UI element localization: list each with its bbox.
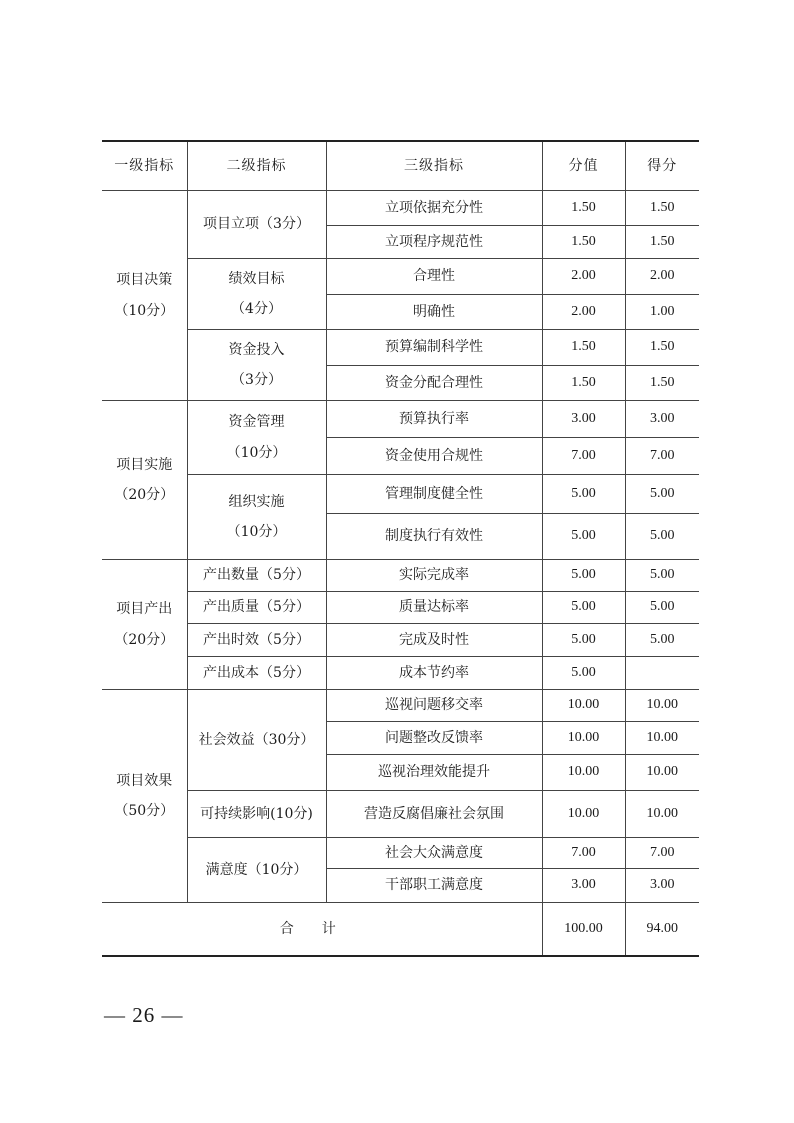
value-cell: 1.50 [542,191,625,226]
value-cell: 5.00 [542,475,625,514]
total-label: 合计 [102,903,542,957]
table-row [102,624,699,657]
level2-cell-title: 产出成本（5分） [203,664,310,681]
table-row [102,791,699,838]
level1-cell-points: （20分） [114,631,175,648]
table-row [102,191,699,226]
level1-cell [102,690,187,903]
level3-indicator: 完成及时性 [326,624,542,657]
table-header-row [102,141,699,191]
level3-indicator: 资金分配合理性 [326,366,542,401]
header-value: 分值 [542,141,625,191]
level2-cell [187,560,326,592]
level3-indicator: 资金使用合规性 [326,438,542,475]
score-cell: 7.00 [625,838,699,869]
level2-cell [187,401,326,475]
level1-cell [102,191,187,401]
level3-indicator: 巡视问题移交率 [326,690,542,722]
total-value: 100.00 [542,903,625,957]
level1-cell-title: 项目产出 [116,601,173,618]
level2-cell-title: 资金投入 [228,341,285,358]
score-cell: 3.00 [625,401,699,438]
page-number: — 26 — [104,1003,184,1027]
level1-cell-title: 项目效果 [116,772,173,789]
level2-cell [187,624,326,657]
level1-cell-points: （20分） [114,487,175,503]
level1-cell-points: （10分） [114,302,175,319]
level3-indicator: 制度执行有效性 [326,514,542,560]
level3-indicator: 巡视治理效能提升 [326,755,542,791]
header-level1: 一级指标 [102,141,187,191]
level2-cell [187,690,326,791]
level2-cell-points: （4分） [231,301,282,317]
level3-indicator: 问题整改反馈率 [326,722,542,755]
level2-cell-points: （10分） [226,524,287,540]
level3-indicator: 立项依据充分性 [326,191,542,226]
level2-cell-title: 可持续影响(10分) [200,805,313,822]
level2-cell-title: 社会效益（30分） [198,731,315,748]
level2-cell [187,330,326,401]
table-row [102,657,699,690]
table-row [102,592,699,624]
level2-cell-title: 项目立项（3分） [203,216,310,233]
level2-cell [187,838,326,903]
value-cell: 1.50 [542,330,625,366]
table-row [102,838,699,869]
level3-indicator: 预算编制科学性 [326,330,542,366]
level1-cell-title: 项目决策 [116,272,173,289]
level3-indicator: 合理性 [326,259,542,295]
table-row [102,690,699,722]
value-cell: 10.00 [542,690,625,722]
level3-indicator: 社会大众满意度 [326,838,542,869]
score-cell: 5.00 [625,514,699,560]
level3-indicator: 实际完成率 [326,560,542,592]
level1-cell [102,401,187,560]
level3-indicator: 质量达标率 [326,592,542,624]
value-cell: 10.00 [542,755,625,791]
value-cell: 10.00 [542,791,625,838]
level2-cell-title: 资金管理 [228,414,285,431]
value-cell: 3.00 [542,869,625,903]
table-row [102,259,699,295]
value-cell: 10.00 [542,722,625,755]
level2-cell [187,791,326,838]
value-cell: 5.00 [542,592,625,624]
score-cell: 1.50 [625,366,699,401]
score-cell: 5.00 [625,560,699,592]
level2-cell-title: 满意度（10分） [205,861,308,878]
header-level3: 三级指标 [326,141,542,191]
value-cell: 2.00 [542,259,625,295]
table-row [102,330,699,366]
value-cell: 5.00 [542,514,625,560]
level2-cell [187,259,326,330]
value-cell: 5.00 [542,657,625,690]
score-cell: 1.00 [625,295,699,330]
value-cell: 3.00 [542,401,625,438]
value-cell: 5.00 [542,624,625,657]
level2-cell-title: 产出数量（5分） [203,567,310,584]
score-cell: 10.00 [625,791,699,838]
score-cell: 5.00 [625,624,699,657]
score-cell: 1.50 [625,330,699,366]
value-cell: 1.50 [542,226,625,259]
score-cell: 1.50 [625,226,699,259]
level3-indicator: 预算执行率 [326,401,542,438]
performance-evaluation-table [102,140,699,957]
total-score: 94.00 [625,903,699,957]
header-score: 得分 [625,141,699,191]
level2-cell-title: 组织实施 [228,493,285,510]
level2-cell-title: 绩效目标 [228,270,285,287]
level3-indicator: 管理制度健全性 [326,475,542,514]
score-cell [625,657,699,690]
score-cell: 7.00 [625,438,699,475]
level2-cell-points: （3分） [231,372,282,388]
score-cell: 1.50 [625,191,699,226]
level3-indicator: 立项程序规范性 [326,226,542,259]
score-cell: 5.00 [625,475,699,514]
score-cell: 10.00 [625,690,699,722]
value-cell: 2.00 [542,295,625,330]
level1-cell-points: （50分） [114,803,175,819]
level2-cell-points: （10分） [226,444,287,461]
value-cell: 7.00 [542,838,625,869]
level1-cell [102,560,187,690]
level2-cell [187,657,326,690]
value-cell: 5.00 [542,560,625,592]
table-row [102,401,699,438]
score-cell: 10.00 [625,755,699,791]
table-body [102,191,699,903]
level2-cell [187,191,326,259]
score-cell: 3.00 [625,869,699,903]
score-cell: 2.00 [625,259,699,295]
value-cell: 1.50 [542,366,625,401]
score-cell: 5.00 [625,592,699,624]
level2-cell [187,592,326,624]
value-cell: 7.00 [542,438,625,475]
score-cell: 10.00 [625,722,699,755]
level2-cell-title: 产出质量（5分） [203,599,310,616]
level3-indicator: 明确性 [326,295,542,330]
level2-cell [187,475,326,560]
total-row [102,903,699,957]
table-row [102,560,699,592]
level3-indicator: 营造反腐倡廉社会氛围 [326,791,542,838]
level3-indicator: 成本节约率 [326,657,542,690]
level3-indicator: 干部职工满意度 [326,869,542,903]
level1-cell-title: 项目实施 [116,456,173,473]
table-row [102,475,699,514]
level2-cell-title: 产出时效（5分） [203,631,310,648]
header-level2: 二级指标 [187,141,326,191]
table-total [102,903,699,957]
